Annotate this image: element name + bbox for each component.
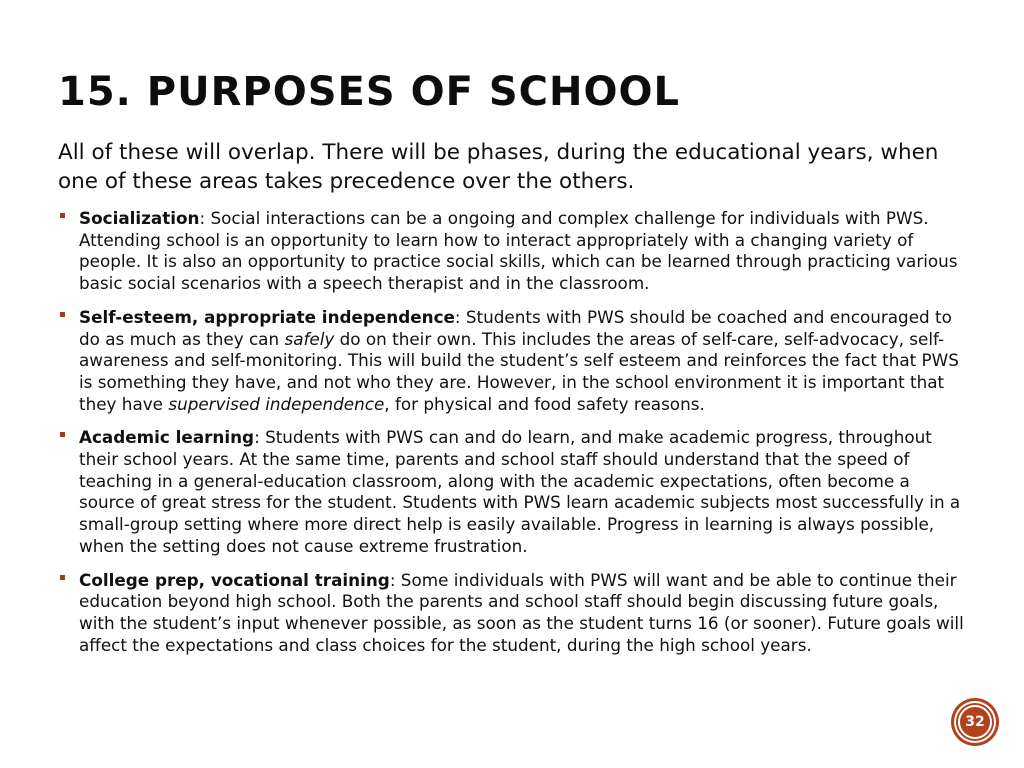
bullet-college-prep <box>58 570 968 657</box>
page-number: 32 <box>958 705 992 739</box>
bullet-emphasis: safely <box>284 328 335 349</box>
bullet-marker-icon <box>60 312 65 317</box>
bullet-list <box>58 208 968 668</box>
bullet-marker-icon <box>60 575 65 580</box>
bullet-heading: Self-esteem, appropriate independence <box>79 306 455 327</box>
bullet-academic-learning <box>58 427 968 557</box>
bullet-text: : Social interactions can be a ongoing and complex challenge for individuals with PWS. Attending school is an opportunity to learn how to interact appropriately with a changing variety of people. It is also an opportunity to practice social skills, which can be learned through practicing various basic social scenarios with a speech therapist and in the classroom. <box>79 208 958 294</box>
bullet-emphasis: supervised independence <box>168 393 385 414</box>
bullet-heading: College prep, vocational training <box>79 569 390 590</box>
bullet-text: , for physical and food safety reasons. <box>384 393 705 414</box>
slide-title: 15. PURPOSES OF SCHOOL <box>58 69 680 115</box>
bullet-text: : Students with PWS should be coached and encouraged to do as much as they can <box>79 306 952 349</box>
bullet-socialization <box>58 208 968 295</box>
bullet-heading: Socialization <box>79 208 200 228</box>
bullet-marker-icon <box>60 213 65 218</box>
bullet-text: : Some individuals with PWS will want and be able to continue their education beyond high school. Both the parents and school staff should begin discussing future goals, with the student’s input whenever possible, as soon as the student turns 16 (or sooner). Future goals will affect the expectations and class choices for the student, during the high school years. <box>79 569 964 655</box>
bullet-heading: Academic learning <box>79 427 255 448</box>
page-number-badge <box>954 701 996 743</box>
bullet-text: do on their own. This includes the areas of self-care, self-advocacy, self-awareness and self-monitoring. This will build the student’s self esteem and reinforces the fact that PWS is something they have, and not who they are. However, in the school environment it is important that they have <box>79 328 959 414</box>
intro-text: All of these will overlap. There will be phases, during the educational years, when one of these areas takes precedence over the others. <box>58 140 939 194</box>
bullet-marker-icon <box>60 432 65 437</box>
bullet-self-esteem <box>58 307 968 416</box>
bullet-text: : Students with PWS can and do learn, and make academic progress, throughout their school years. At the same time, parents and school staff should understand that the speed of teaching in a general-education classroom, along with the academic expectations, often become a source of great stress for the student. Students with PWS learn academic subjects most successfully in a small-group setting where more direct help is easily available. Progress in learning is always possible, when the setting does not cause extreme frustration. <box>79 427 961 556</box>
